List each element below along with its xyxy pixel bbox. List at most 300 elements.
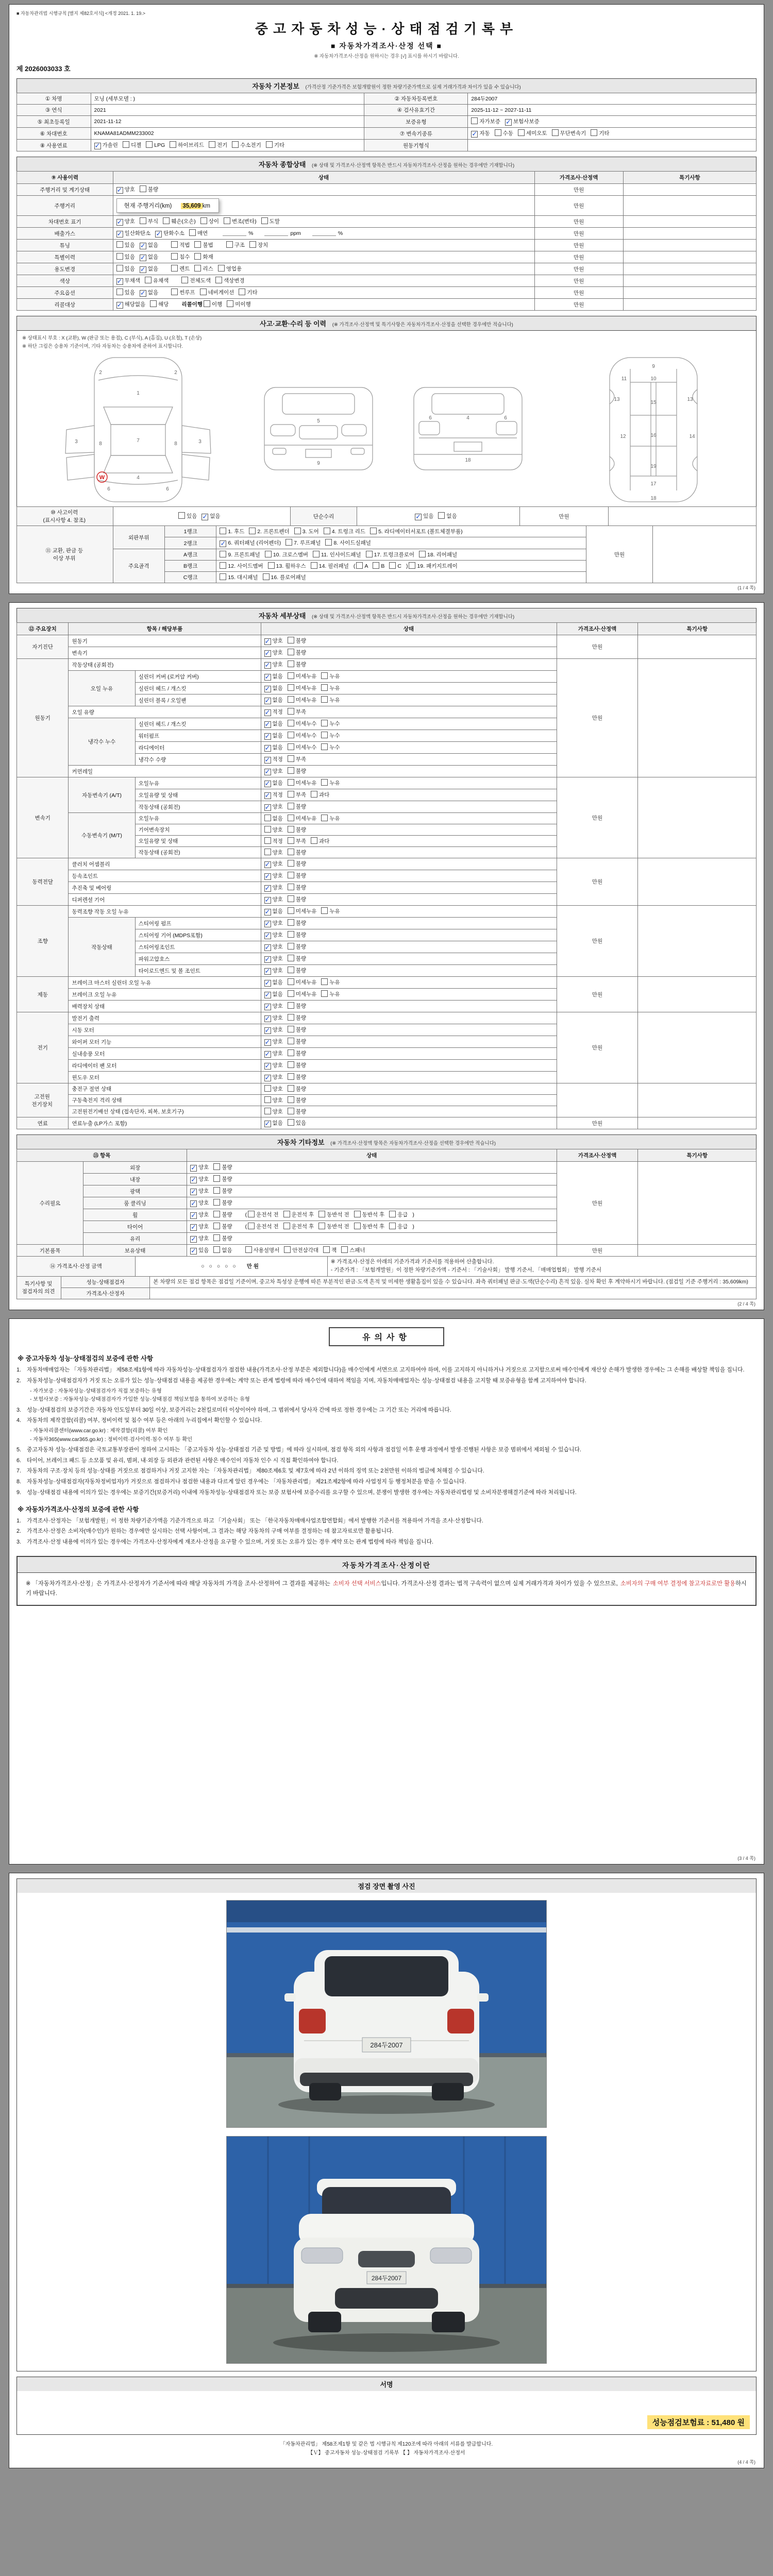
checkbox[interactable] — [288, 1061, 294, 1068]
checkbox[interactable] — [288, 895, 294, 902]
checkbox[interactable]: ✓ — [264, 720, 271, 728]
checkbox-option — [224, 217, 257, 225]
checkbox[interactable] — [264, 849, 271, 855]
checkbox[interactable]: ✓ — [264, 884, 271, 892]
checkbox[interactable] — [353, 562, 363, 569]
checkbox[interactable] — [232, 141, 239, 148]
checkbox[interactable] — [288, 732, 294, 738]
checkbox[interactable] — [373, 562, 379, 569]
checkbox[interactable] — [266, 141, 273, 148]
checkbox[interactable] — [171, 253, 178, 260]
checkbox[interactable] — [288, 660, 294, 667]
checkbox-option — [288, 872, 306, 879]
checkbox[interactable] — [288, 1038, 294, 1044]
checkbox[interactable] — [123, 141, 129, 148]
checkbox-option — [264, 1026, 283, 1034]
checkbox[interactable]: ✓ — [264, 943, 271, 951]
checkbox[interactable]: ✓ — [264, 920, 271, 927]
checkbox[interactable] — [189, 229, 196, 236]
checkbox[interactable] — [215, 277, 222, 283]
checkbox-option — [354, 1223, 385, 1230]
checkbox[interactable] — [311, 791, 317, 798]
checkbox-option — [264, 1049, 283, 1058]
checkbox-label: 없음 — [147, 254, 159, 260]
checkbox[interactable] — [150, 300, 157, 307]
checkbox[interactable] — [145, 277, 152, 283]
checkbox[interactable]: ✓ — [264, 803, 271, 811]
checkbox[interactable] — [288, 672, 294, 679]
section-detail-condition — [16, 608, 757, 622]
checkbox[interactable]: ✓ — [202, 513, 208, 520]
checkbox[interactable]: ✓ — [94, 142, 100, 149]
checkbox[interactable] — [288, 967, 294, 973]
table-cell — [623, 287, 756, 299]
price-info-box — [16, 1556, 757, 1606]
checkbox[interactable] — [288, 826, 294, 833]
checkbox[interactable] — [325, 539, 332, 546]
checkbox[interactable] — [321, 990, 328, 997]
notices-title: 유의사항 — [329, 1327, 444, 1346]
checkbox[interactable]: ✓ — [220, 539, 226, 547]
checkbox[interactable] — [220, 551, 226, 557]
table-cell — [261, 1024, 557, 1036]
checkbox[interactable] — [288, 1096, 294, 1103]
checkbox[interactable] — [204, 300, 210, 307]
checkbox[interactable] — [341, 1246, 348, 1253]
checkbox[interactable] — [419, 551, 426, 557]
checkbox-label: 있음 — [423, 513, 434, 519]
checkbox[interactable] — [140, 217, 146, 224]
checkbox[interactable]: ✓ — [116, 230, 123, 238]
checkbox[interactable] — [321, 907, 328, 914]
checkbox[interactable]: ✓ — [472, 130, 478, 138]
checkbox[interactable]: ✓ — [264, 908, 271, 916]
checkbox[interactable] — [321, 720, 328, 726]
checkbox[interactable] — [288, 860, 294, 867]
checkbox[interactable] — [265, 551, 272, 557]
checkbox[interactable]: ✓ — [264, 768, 271, 775]
checkbox-label: 있음 — [124, 242, 135, 248]
svg-text:8: 8 — [174, 441, 177, 447]
checkbox[interactable] — [220, 528, 226, 534]
checkbox-option — [265, 551, 308, 558]
checkbox[interactable] — [471, 117, 478, 124]
svg-text:15: 15 — [650, 400, 657, 405]
checkbox[interactable] — [288, 637, 294, 643]
checkbox[interactable]: ✓ — [264, 708, 271, 716]
checkbox[interactable] — [163, 217, 170, 224]
checkbox[interactable] — [552, 129, 559, 136]
table-cell: 배력장치 상태 — [69, 1001, 261, 1012]
checkbox[interactable] — [518, 129, 525, 136]
checkbox[interactable] — [354, 1223, 361, 1229]
checkbox[interactable] — [288, 1108, 294, 1114]
checkbox[interactable] — [288, 978, 294, 985]
checkbox-label: 미세누수 — [295, 744, 317, 751]
checkbox[interactable]: ✓ — [191, 1247, 196, 1255]
checkbox[interactable]: ✓ — [264, 896, 271, 904]
table-cell — [261, 847, 557, 858]
checkbox[interactable] — [116, 265, 123, 272]
checkbox-label: 미세누수 — [295, 733, 317, 739]
checkbox[interactable]: ✓ — [140, 265, 146, 273]
checkbox[interactable] — [288, 720, 294, 726]
checkbox[interactable] — [283, 1223, 290, 1229]
checkbox[interactable] — [261, 217, 268, 224]
checkbox[interactable] — [389, 562, 396, 569]
checkbox[interactable] — [171, 241, 178, 248]
checkbox[interactable] — [200, 289, 207, 295]
doc-number: 제 2026003033 호 — [16, 65, 71, 73]
checkbox[interactable]: ✓ — [191, 1223, 196, 1231]
checkbox[interactable]: ✓ — [116, 186, 123, 194]
checkbox[interactable] — [239, 289, 245, 295]
svg-text:9: 9 — [317, 461, 320, 466]
table-cell: 내장 — [83, 1174, 187, 1185]
checkbox[interactable] — [495, 129, 501, 136]
checkbox[interactable]: ✓ — [264, 756, 271, 764]
checkbox[interactable] — [321, 743, 328, 750]
checkbox[interactable] — [321, 684, 328, 691]
checkbox[interactable] — [288, 1119, 294, 1126]
checkbox[interactable] — [288, 791, 294, 798]
checkbox[interactable] — [213, 1199, 220, 1206]
checkbox-label: 해당 — [158, 301, 169, 308]
checkbox[interactable] — [213, 1187, 220, 1194]
checkbox[interactable] — [264, 1108, 271, 1114]
checkbox[interactable] — [288, 1026, 294, 1032]
checkbox-label: 없음 — [147, 242, 159, 248]
table-cell — [261, 659, 557, 671]
checkbox[interactable] — [285, 539, 292, 546]
checkbox[interactable] — [321, 779, 328, 786]
table-cell: 실린더 헤드 / 개스킷 — [135, 718, 261, 730]
table-cell: 동력조향 작동 오일 누유 — [69, 906, 261, 918]
checkbox[interactable] — [213, 1211, 220, 1217]
inspector-opinion: 본 차량의 모든 점검 항목은 점검일 기준이며, 중고차 특성상 운행에 따른 부분적인 판금·도색 흔적 및 미세한 생활흠집이 있을 수 있습니다. 좌측 쿼터패널 판금·도색(단순수리) 흔적 있음. 실차 확인 후 계약하시기 바랍니다. (점검일 기준 주행거리 : 35,609km) — [150, 1276, 757, 1288]
table-cell — [261, 1012, 557, 1024]
checkbox[interactable] — [321, 815, 328, 821]
checkbox[interactable] — [263, 573, 270, 580]
checkbox[interactable] — [370, 528, 377, 534]
checkbox[interactable] — [288, 837, 294, 844]
checkbox[interactable] — [248, 1223, 255, 1229]
checkbox[interactable]: ✓ — [264, 967, 271, 975]
checkbox[interactable] — [288, 815, 294, 821]
checkbox[interactable] — [171, 289, 178, 295]
checkbox-label: 없음 — [272, 979, 283, 986]
checkbox[interactable] — [213, 1163, 220, 1170]
checkbox-label: 없음 — [222, 1247, 232, 1253]
checkbox[interactable]: ✓ — [140, 253, 146, 261]
price-basis-note — [327, 1257, 756, 1277]
notice-item — [16, 1366, 757, 1375]
checkbox[interactable] — [116, 241, 123, 248]
checkbox[interactable]: ✓ — [264, 697, 271, 704]
column-header: 상태 — [261, 623, 557, 635]
checkbox-label: 있음 — [186, 513, 197, 519]
checkbox[interactable] — [288, 684, 294, 691]
checkbox-label: 11. 인사이드패널 — [321, 552, 361, 558]
checkbox-option — [171, 289, 195, 296]
table-cell: 1랭크 — [164, 526, 216, 537]
checkbox-label: 15. 대시패널 — [228, 574, 258, 581]
checkbox[interactable] — [288, 907, 294, 914]
checkbox[interactable] — [288, 990, 294, 997]
table-cell — [261, 836, 557, 847]
price-info-text-part: 입니다. 가격조사·산정 결과는 법적 구속력이 없으며 실제 거래가격과 차이가 있을 수 있으므로, — [381, 1580, 619, 1587]
checkbox-option — [288, 1119, 306, 1127]
checkbox-label: 불량 — [222, 1224, 232, 1230]
checkbox[interactable] — [224, 217, 230, 224]
svg-text:284두2007: 284두2007 — [370, 2041, 403, 2049]
notice-item-number: 5. — [16, 1446, 22, 1453]
checkbox[interactable] — [409, 562, 415, 569]
checkbox[interactable] — [389, 1223, 396, 1229]
checkbox[interactable] — [321, 732, 328, 738]
checkbox[interactable] — [288, 767, 294, 774]
checkbox[interactable] — [321, 672, 328, 679]
checkbox-option — [311, 837, 329, 845]
doc-subtitle-note: ※ 자동차가격조사·산정을 원하시는 경우 [√] 표시를 하시기 바랍니다. — [314, 54, 459, 59]
checkbox[interactable] — [116, 289, 123, 295]
checkbox[interactable]: ✓ — [264, 637, 271, 645]
checkbox[interactable] — [268, 562, 275, 569]
checkbox[interactable] — [288, 649, 294, 655]
checkbox[interactable]: ✓ — [264, 991, 271, 998]
checkbox[interactable]: ✓ — [264, 931, 271, 939]
checkbox[interactable] — [288, 696, 294, 703]
checkbox[interactable]: ✓ — [264, 1120, 271, 1127]
checkbox[interactable] — [389, 1211, 396, 1217]
text: - 기준가격 : 「보험개발원」이 정한 차량기준가액 - 기준서 : 「기술사회」 발행 기준서, 「매매업협회」 발행 기준서 — [330, 1266, 601, 1273]
checkbox-label: 불량 — [295, 944, 307, 950]
text — [264, 230, 288, 236]
checkbox[interactable] — [194, 241, 201, 248]
checkbox-label: 부식 — [147, 218, 159, 225]
checkbox[interactable] — [283, 1211, 290, 1217]
checkbox[interactable] — [288, 955, 294, 961]
checkbox[interactable] — [171, 265, 178, 272]
checkbox[interactable] — [288, 1085, 294, 1092]
checkbox[interactable]: ✓ — [264, 1050, 271, 1058]
checkbox-label: 있음 — [295, 1120, 307, 1126]
section-title: 자동차 종합상태 — [258, 161, 306, 168]
checkbox[interactable]: ✓ — [264, 732, 271, 740]
checkbox[interactable] — [288, 849, 294, 855]
checkbox[interactable]: ✓ — [264, 744, 271, 752]
checkbox[interactable]: ✓ — [191, 1188, 196, 1195]
checkbox[interactable]: ✓ — [264, 661, 271, 669]
checkbox-option — [288, 990, 317, 998]
checkbox[interactable]: ✓ — [264, 860, 271, 868]
checkbox[interactable]: ✓ — [264, 1038, 271, 1046]
table-cell: 기어변속장치 — [135, 824, 261, 836]
checkbox[interactable]: ✓ — [264, 685, 271, 692]
table-cell — [17, 507, 113, 526]
checkbox[interactable]: ✓ — [264, 779, 271, 787]
checkbox[interactable] — [288, 1014, 294, 1021]
checkbox[interactable] — [366, 551, 373, 557]
checkbox[interactable] — [194, 253, 201, 260]
checkbox[interactable] — [288, 919, 294, 926]
checkbox-label: 양호 — [198, 1188, 209, 1194]
checkbox-label: 18. 리어패널 — [427, 552, 458, 558]
checkbox-option — [189, 229, 208, 237]
table-cell — [623, 196, 756, 216]
checkbox[interactable] — [311, 837, 317, 844]
checkbox[interactable] — [323, 1246, 330, 1253]
checkbox[interactable] — [213, 1246, 220, 1253]
checkbox[interactable] — [140, 185, 146, 192]
checkbox[interactable]: ✓ — [264, 979, 271, 987]
checkbox[interactable] — [170, 141, 176, 148]
checkbox[interactable] — [264, 837, 271, 844]
checkbox[interactable] — [213, 1175, 220, 1182]
checkbox-label: 양호 — [272, 1074, 283, 1080]
notice-subitem: - 자동차리콜센터(www.car.go.kr) : 제작결함(리콜) 여부 확인 — [30, 1428, 168, 1434]
checkbox[interactable] — [318, 1211, 325, 1217]
checkbox[interactable]: ✓ — [191, 1211, 196, 1219]
checkbox[interactable] — [248, 1211, 255, 1217]
checkbox-label: 불량 — [295, 827, 307, 833]
table-cell: 만원 — [534, 228, 623, 240]
checkbox-label: 양호 — [124, 218, 135, 225]
text: km — [202, 203, 210, 209]
checkbox[interactable] — [438, 512, 445, 519]
notice-item-number: 2. — [16, 1528, 22, 1535]
checkbox[interactable] — [227, 300, 233, 307]
checkbox-option — [438, 512, 457, 520]
checkbox[interactable]: ✓ — [116, 218, 123, 226]
checkbox[interactable]: ✓ — [116, 277, 123, 285]
table-cell: A랭크 — [164, 549, 216, 561]
checkbox-option — [264, 684, 283, 692]
checkbox[interactable] — [288, 1002, 294, 1009]
checkbox[interactable]: ✓ — [264, 649, 271, 657]
checkbox-option — [140, 265, 158, 273]
notice-item — [16, 1416, 757, 1425]
checkbox-option — [321, 696, 340, 704]
checkbox[interactable] — [313, 551, 320, 557]
checkbox[interactable] — [249, 241, 256, 248]
checkbox[interactable]: ✓ — [191, 1199, 196, 1207]
checkbox[interactable] — [213, 1223, 220, 1229]
signature-area[interactable] — [16, 2391, 757, 2435]
checkbox[interactable] — [218, 265, 225, 272]
checkbox[interactable]: ✓ — [116, 301, 123, 309]
table-cell: 변속기 — [69, 647, 261, 659]
checkbox[interactable]: ✓ — [140, 289, 146, 297]
checkbox[interactable]: ✓ — [415, 513, 422, 520]
checkbox[interactable]: ✓ — [264, 955, 271, 963]
checkbox[interactable] — [288, 708, 294, 715]
checkbox[interactable] — [245, 1246, 252, 1253]
table-cell — [623, 184, 756, 196]
checkbox[interactable]: ✓ — [264, 1026, 271, 1034]
checkbox-label: 양호 — [272, 861, 283, 867]
checkbox[interactable] — [194, 265, 201, 272]
svg-text:2: 2 — [99, 370, 102, 376]
checkbox[interactable] — [288, 755, 294, 762]
checkbox[interactable] — [288, 931, 294, 938]
checkbox[interactable]: ✓ — [264, 791, 271, 799]
checkbox[interactable]: ✓ — [140, 242, 146, 249]
checkbox-option — [321, 720, 340, 727]
checkbox[interactable] — [116, 253, 123, 260]
checkbox[interactable] — [264, 826, 271, 833]
checkbox[interactable] — [178, 512, 185, 519]
checkbox-option — [201, 512, 220, 520]
table-cell — [623, 240, 756, 251]
checkbox[interactable] — [146, 141, 153, 148]
checkbox[interactable] — [294, 528, 301, 534]
checkbox[interactable] — [226, 241, 233, 248]
checkbox[interactable] — [284, 1246, 291, 1253]
checkbox[interactable] — [318, 1223, 325, 1229]
checkbox[interactable] — [591, 129, 597, 136]
checkbox[interactable] — [264, 1085, 271, 1092]
checkbox[interactable] — [288, 779, 294, 786]
checkbox[interactable]: ✓ — [264, 673, 271, 681]
checkbox[interactable] — [213, 1234, 220, 1241]
checkbox[interactable]: ✓ — [505, 118, 511, 126]
checkbox[interactable] — [354, 1211, 361, 1217]
checkbox[interactable]: ✓ — [191, 1164, 196, 1172]
checkbox[interactable] — [324, 528, 330, 534]
checkbox[interactable] — [288, 743, 294, 750]
checkbox-option — [288, 931, 306, 939]
checkbox-option — [140, 289, 158, 297]
checkbox[interactable] — [200, 217, 207, 224]
checkbox[interactable] — [209, 141, 215, 148]
checkbox[interactable]: ✓ — [191, 1235, 196, 1243]
checkbox[interactable] — [288, 1049, 294, 1056]
checkbox[interactable]: ✓ — [264, 872, 271, 880]
checkbox-option — [171, 253, 190, 261]
checkbox[interactable] — [220, 573, 226, 580]
checkbox[interactable]: ✓ — [264, 1014, 271, 1022]
checkbox-label: 안전삼각대 — [292, 1247, 319, 1253]
checkbox[interactable] — [321, 978, 328, 985]
notice-section-head: ※ 자동차가격조사·산정의 보증에 관한 사항 — [18, 1505, 139, 1513]
checkbox[interactable]: ✓ — [156, 230, 162, 238]
checkbox[interactable]: ✓ — [264, 1003, 271, 1010]
checkbox[interactable] — [311, 562, 317, 569]
checkbox-option — [283, 1211, 314, 1218]
checkbox[interactable] — [288, 943, 294, 950]
inspection-fee-value: 51,480 원 — [711, 2418, 745, 2428]
checkbox[interactable]: ✓ — [264, 1062, 271, 1070]
checkbox[interactable]: ✓ — [264, 1074, 271, 1081]
checkbox[interactable] — [181, 277, 188, 283]
table-cell: 만원 — [557, 1117, 638, 1129]
checkbox[interactable] — [220, 562, 226, 569]
table-cell: 스티어링조인트 — [135, 941, 261, 953]
checkbox[interactable] — [288, 872, 294, 878]
table-cell: 색상 — [17, 275, 113, 287]
checkbox[interactable] — [264, 1096, 271, 1103]
checkbox[interactable] — [288, 884, 294, 890]
checkbox[interactable] — [288, 1073, 294, 1080]
checkbox[interactable] — [321, 696, 328, 703]
checkbox[interactable] — [249, 528, 256, 534]
checkbox[interactable] — [264, 815, 271, 821]
table-cell — [638, 659, 757, 777]
checkbox[interactable]: ✓ — [191, 1176, 196, 1183]
panel-number-labels — [75, 364, 695, 501]
checkbox[interactable] — [288, 803, 294, 809]
